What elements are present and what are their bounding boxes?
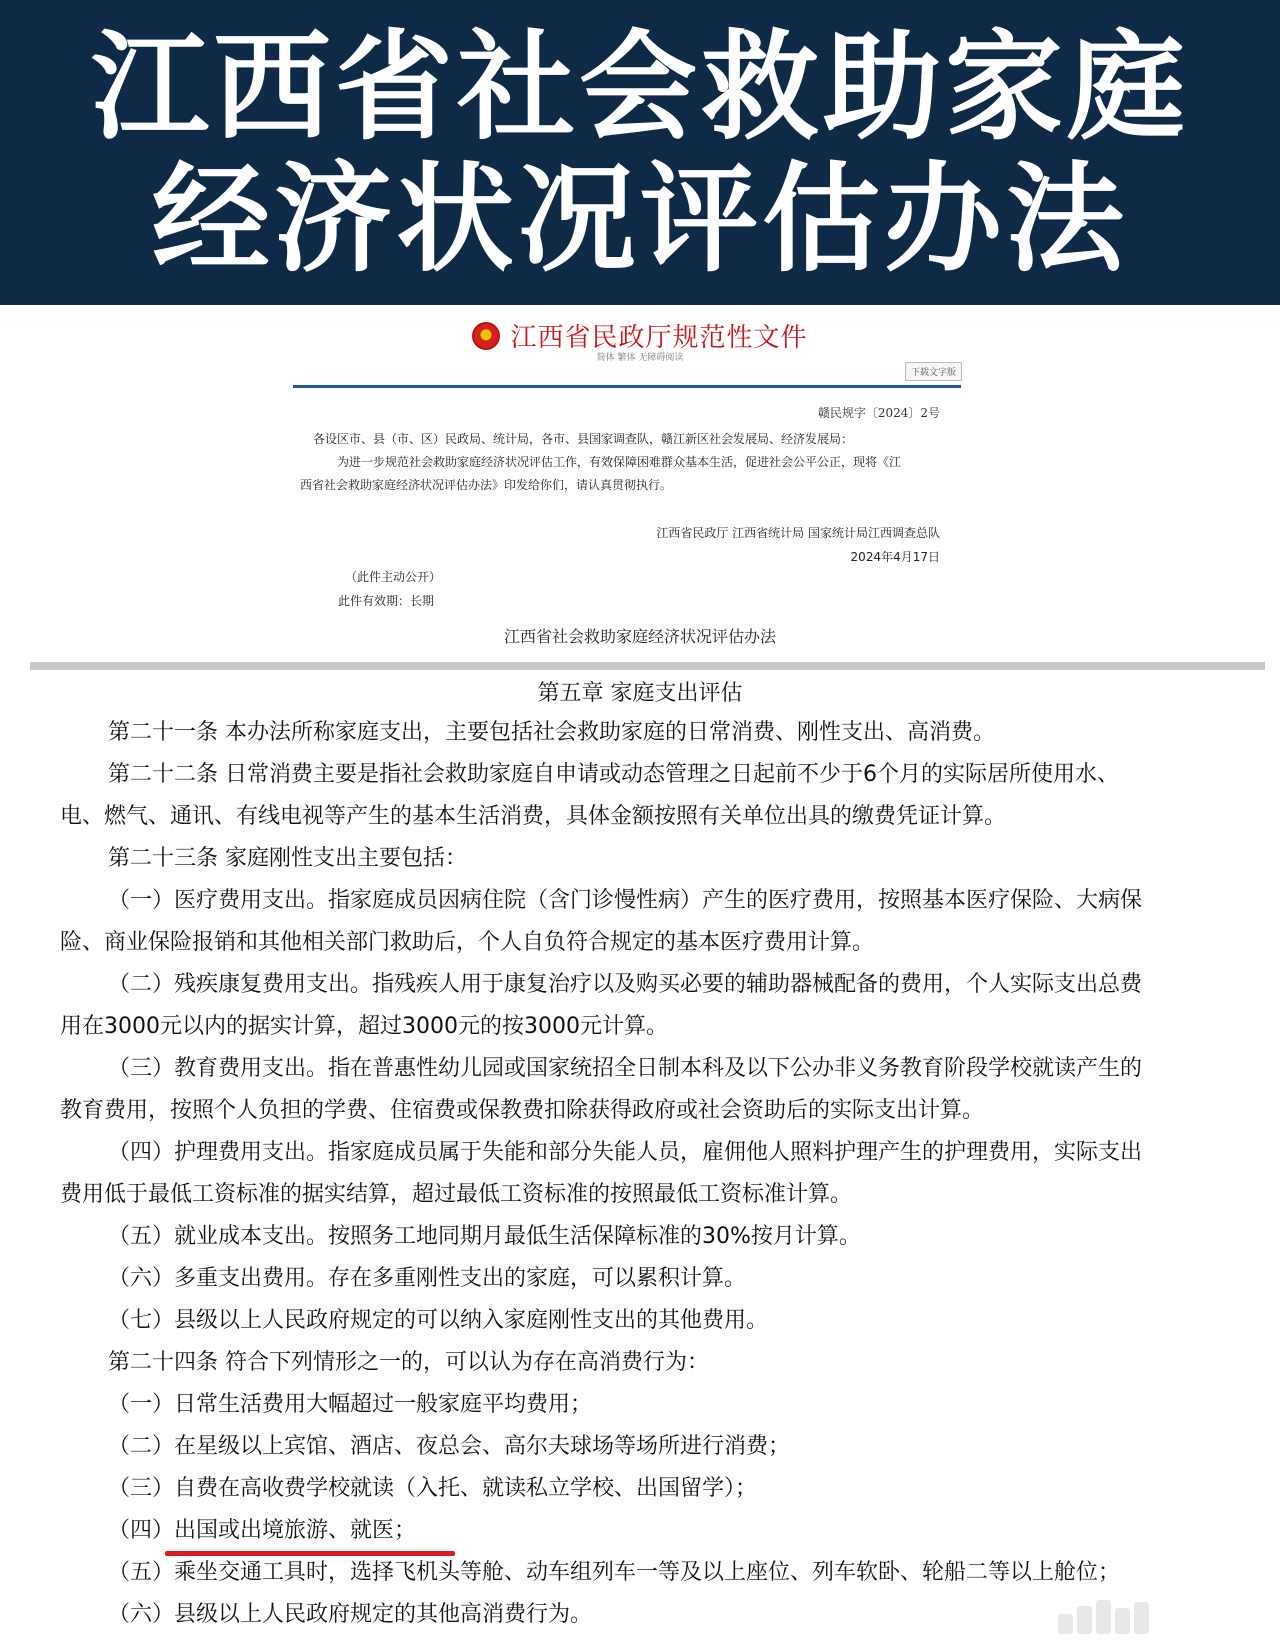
notice-body xyxy=(300,428,943,497)
article-line: （七）县级以上人民政府规定的可以纳入家庭刚性支出的其他费用。 xyxy=(108,1308,769,1333)
reading-options[interactable]: 简体 繁体 无障碍阅读 xyxy=(596,353,684,363)
article-line: 第二十二条 日常消费主要是指社会救助家庭自申请或动态管理之日起前不少于6个月的实际居所使用水、 xyxy=(108,762,1119,787)
letterhead-title-row xyxy=(0,317,1280,354)
article-line: （三）自费在高收费学校就读（入托、就读私立学校、出国留学）； xyxy=(108,1476,758,1501)
article-line: （五）就业成本支出。按照务工地同期月最低生活保障标准的30%按月计算。 xyxy=(108,1224,861,1249)
chapter-heading: 第五章 家庭支出评估 xyxy=(537,681,743,706)
banner-title-line-1: 江西省社会救助家庭 xyxy=(90,17,1189,156)
notice-recipients: 各设区市、县（市、区）民政局、统计局，各市、县国家调查队，赣江新区社会发展局、经济发展局： xyxy=(313,432,854,446)
article-line: （二）在星级以上宾馆、酒店、夜总会、高尔夫球场等场所进行消费； xyxy=(108,1434,791,1459)
article-line: 第二十三条 家庭刚性支出主要包括： xyxy=(108,846,467,871)
article-line: （一）医疗费用支出。指家庭成员因病住院（含门诊慢性病）产生的医疗费用，按照基本医疗保险、大病保 xyxy=(108,888,1143,913)
article-line: （五）乘坐交通工具时，选择飞机头等舱、动车组列车一等及以上座位、列车软卧、轮船二等以上舱位； xyxy=(108,1560,1121,1585)
article-line: （二）残疾康复费用支出。指残疾人用于康复治疗以及购买必要的辅助器械配备的费用，个人实际支出总费 xyxy=(108,972,1143,997)
article-line: （六）县级以上人民政府规定的其他高消费行为。 xyxy=(108,1602,593,1627)
notice-signers: 江西省民政厅 江西省统计局 国家统计局江西调查总队 xyxy=(656,526,940,540)
public-note: （此件主动公开） xyxy=(345,570,442,584)
notice-date: 2024年4月17日 xyxy=(850,550,940,564)
article-line: 电、燃气、通讯、有线电视等产生的基本生活消费，具体金额按照有关单位出具的缴费凭证计算。 xyxy=(60,804,1007,829)
letterhead-title: 江西省民政厅规范性文件 xyxy=(510,323,808,353)
notice-body-line-2: 西省社会救助家庭经济状况评估办法》印发给你们，请认真贯彻执行。 xyxy=(300,478,673,492)
article-line: 第二十一条 本办法所称家庭支出，主要包括社会救助家庭的日常消费、刚性支出、高消费。 xyxy=(108,720,995,745)
article-line: 教育费用，按照个人负担的学费、住宿费或保教费扣除获得政府或社会资助后的实际支出计算。 xyxy=(60,1098,985,1123)
article-line-highlighted: （四）出国或出境旅游、就医； xyxy=(108,1518,417,1543)
watermark-logo xyxy=(1058,1600,1258,1634)
letterhead-rule xyxy=(293,385,961,388)
article-line: （一）日常生活费用大幅超过一般家庭平均费用； xyxy=(108,1392,593,1417)
banner-title-line-2: 经济状况评估办法 xyxy=(151,149,1128,288)
notice-signature-block xyxy=(560,521,940,569)
article-line: （四）护理费用支出。指家庭成员属于失能和部分失能人员，雇佣他人照料护理产生的护理费用，实际支出 xyxy=(108,1140,1143,1165)
national-emblem-icon xyxy=(472,322,500,350)
article-line: （六）多重支出费用。存在多重刚性支出的家庭，可以累积计算。 xyxy=(108,1266,747,1291)
red-highlight-underline xyxy=(165,1551,455,1556)
title-banner xyxy=(0,0,1280,305)
article-line: 费用低于最低工资标准的据实结算，超过最低工资标准的按照最低工资标准计算。 xyxy=(60,1182,853,1207)
validity-note: 此件有效期：长期 xyxy=(338,594,435,608)
article-line: 险、商业保险报销和其他相关部门救助后，个人自负符合规定的基本医疗费用计算。 xyxy=(60,930,875,955)
article-line: 第二十四条 符合下列情形之一的，可以认为存在高消费行为： xyxy=(108,1350,709,1375)
article-line: （三）教育费用支出。指在普惠性幼儿园或国家统招全日制本科及以下公办非义务教育阶段学校就读产生的 xyxy=(108,1056,1143,1081)
document-number: 赣民规字〔2024〕2号 xyxy=(817,406,940,420)
notice-body-line-1: 为进一步规范社会救助家庭经济状况评估工作，有效保障困难群众基本生活，促进社会公平公正，现将《江 xyxy=(337,455,902,469)
document-title: 江西省社会救助家庭经济状况评估办法 xyxy=(503,627,776,646)
section-divider xyxy=(30,662,1265,670)
download-text-button[interactable]: 下载文字版 xyxy=(905,362,962,381)
article-line: 用在3000元以内的据实计算，超过3000元的按3000元计算。 xyxy=(60,1014,668,1039)
official-letterhead xyxy=(0,305,1280,660)
